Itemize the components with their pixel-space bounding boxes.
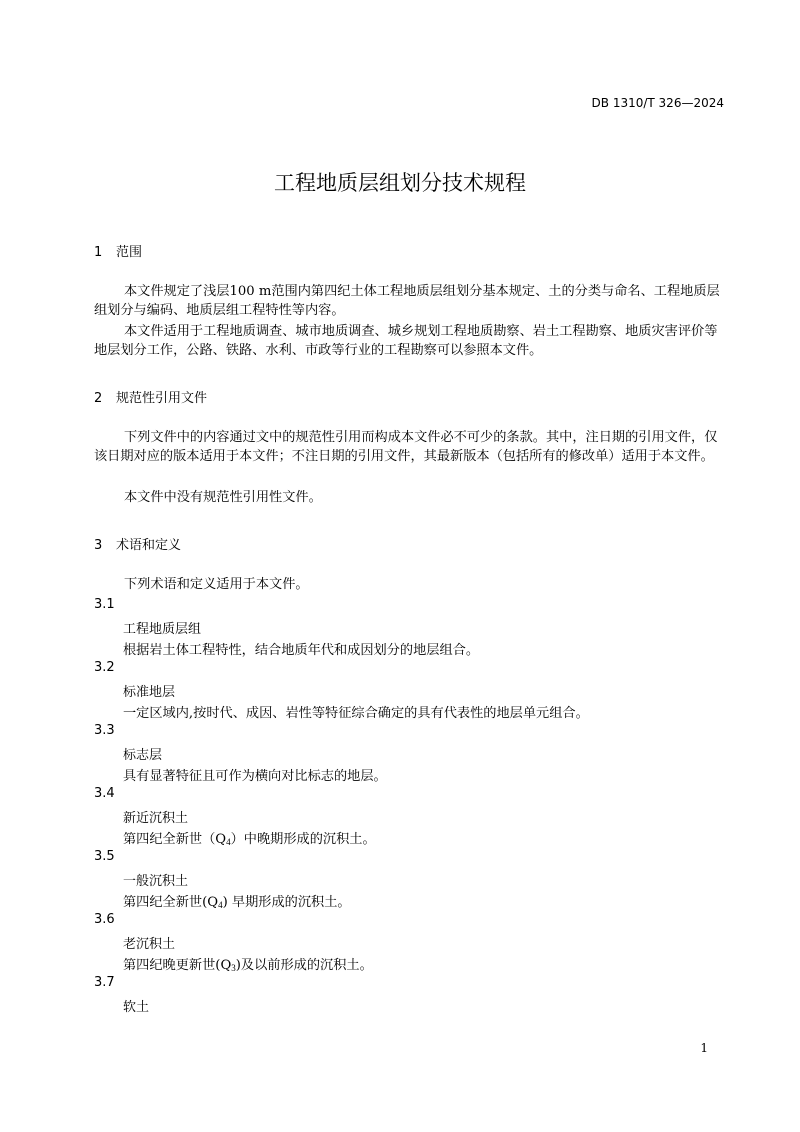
clause-number: 3.3 <box>94 723 115 738</box>
section-number: 1 <box>94 245 103 260</box>
document-number: DB 1310/T 326—2024 <box>591 96 724 110</box>
term-title: 标准地层 <box>123 685 176 700</box>
section-heading-terms-definitions <box>94 534 181 553</box>
paragraph: 本文件适用于工程地质调查、城市地质调查、城乡规划工程地质勘察、岩土工程勘察、地质灾害评价等地层划分工作，公路、铁路、水利、市政等行业的工程勘察可以参照本文件。 <box>94 324 718 358</box>
term-title: 标志层 <box>123 748 163 763</box>
section-number: 2 <box>94 391 103 406</box>
paragraph: 本文件中没有规范性引用性文件。 <box>124 490 322 505</box>
paragraph: 本文件规定了浅层100 m范围内第四纪土体工程地质层组划分基本规定、土的分类与命名、工程地质层组划分与编码、地质层组工程特性等内容。 <box>94 284 720 318</box>
term-title: 一般沉积土 <box>123 874 189 889</box>
section-title: 范围 <box>116 245 143 260</box>
clause-number: 3.4 <box>94 786 115 801</box>
term-definition: 根据岩土体工程特性，结合地质年代和成因划分的地层组合。 <box>123 643 480 658</box>
term-definition: 具有显著特征且可作为横向对比标志的地层。 <box>123 769 387 784</box>
page-title: 工程地质层组划分技术规程 <box>274 171 526 195</box>
section-heading-normative-references <box>94 387 207 406</box>
term-title: 老沉积土 <box>123 937 176 952</box>
term-title: 新近沉积土 <box>123 811 189 826</box>
term-definition: 一定区域内,按时代、成因、岩性等特征综合确定的具有代表性的地层单元组合。 <box>123 706 589 721</box>
section-title: 规范性引用文件 <box>116 391 208 406</box>
clause-number: 3.6 <box>94 912 115 927</box>
term-title: 软土 <box>123 1000 150 1015</box>
paragraph: 下列文件中的内容通过文中的规范性引用而构成本文件必不可少的条款。其中，注日期的引用文件，仅该日期对应的版本适用于本文件；不注日期的引用文件，其最新版本（包括所有的修改单）适用于本文件。 <box>94 430 718 464</box>
term-definition: 第四纪全新世$(Q_4)$中晚期形成的沉积土。 <box>123 832 376 847</box>
section-heading-scope <box>94 241 142 260</box>
clause-number: 3.7 <box>94 975 115 990</box>
term-title: 工程地质层组 <box>123 622 202 637</box>
term-definition: 第四纪晚更新世$(Q_3)$及以前形成的沉积土。 <box>123 958 373 973</box>
clause-number: 3.5 <box>94 849 115 864</box>
clause-number: 3.1 <box>94 597 115 612</box>
page-number: 1 <box>700 1041 708 1055</box>
term-definition: 第四纪全新世$(Q_4)$ 早期形成的沉积土。 <box>123 895 351 910</box>
section-number: 3 <box>94 538 103 553</box>
clause-number: 3.2 <box>94 660 115 675</box>
section-title: 术语和定义 <box>116 538 182 553</box>
paragraph: 下列术语和定义适用于本文件。 <box>124 577 309 592</box>
